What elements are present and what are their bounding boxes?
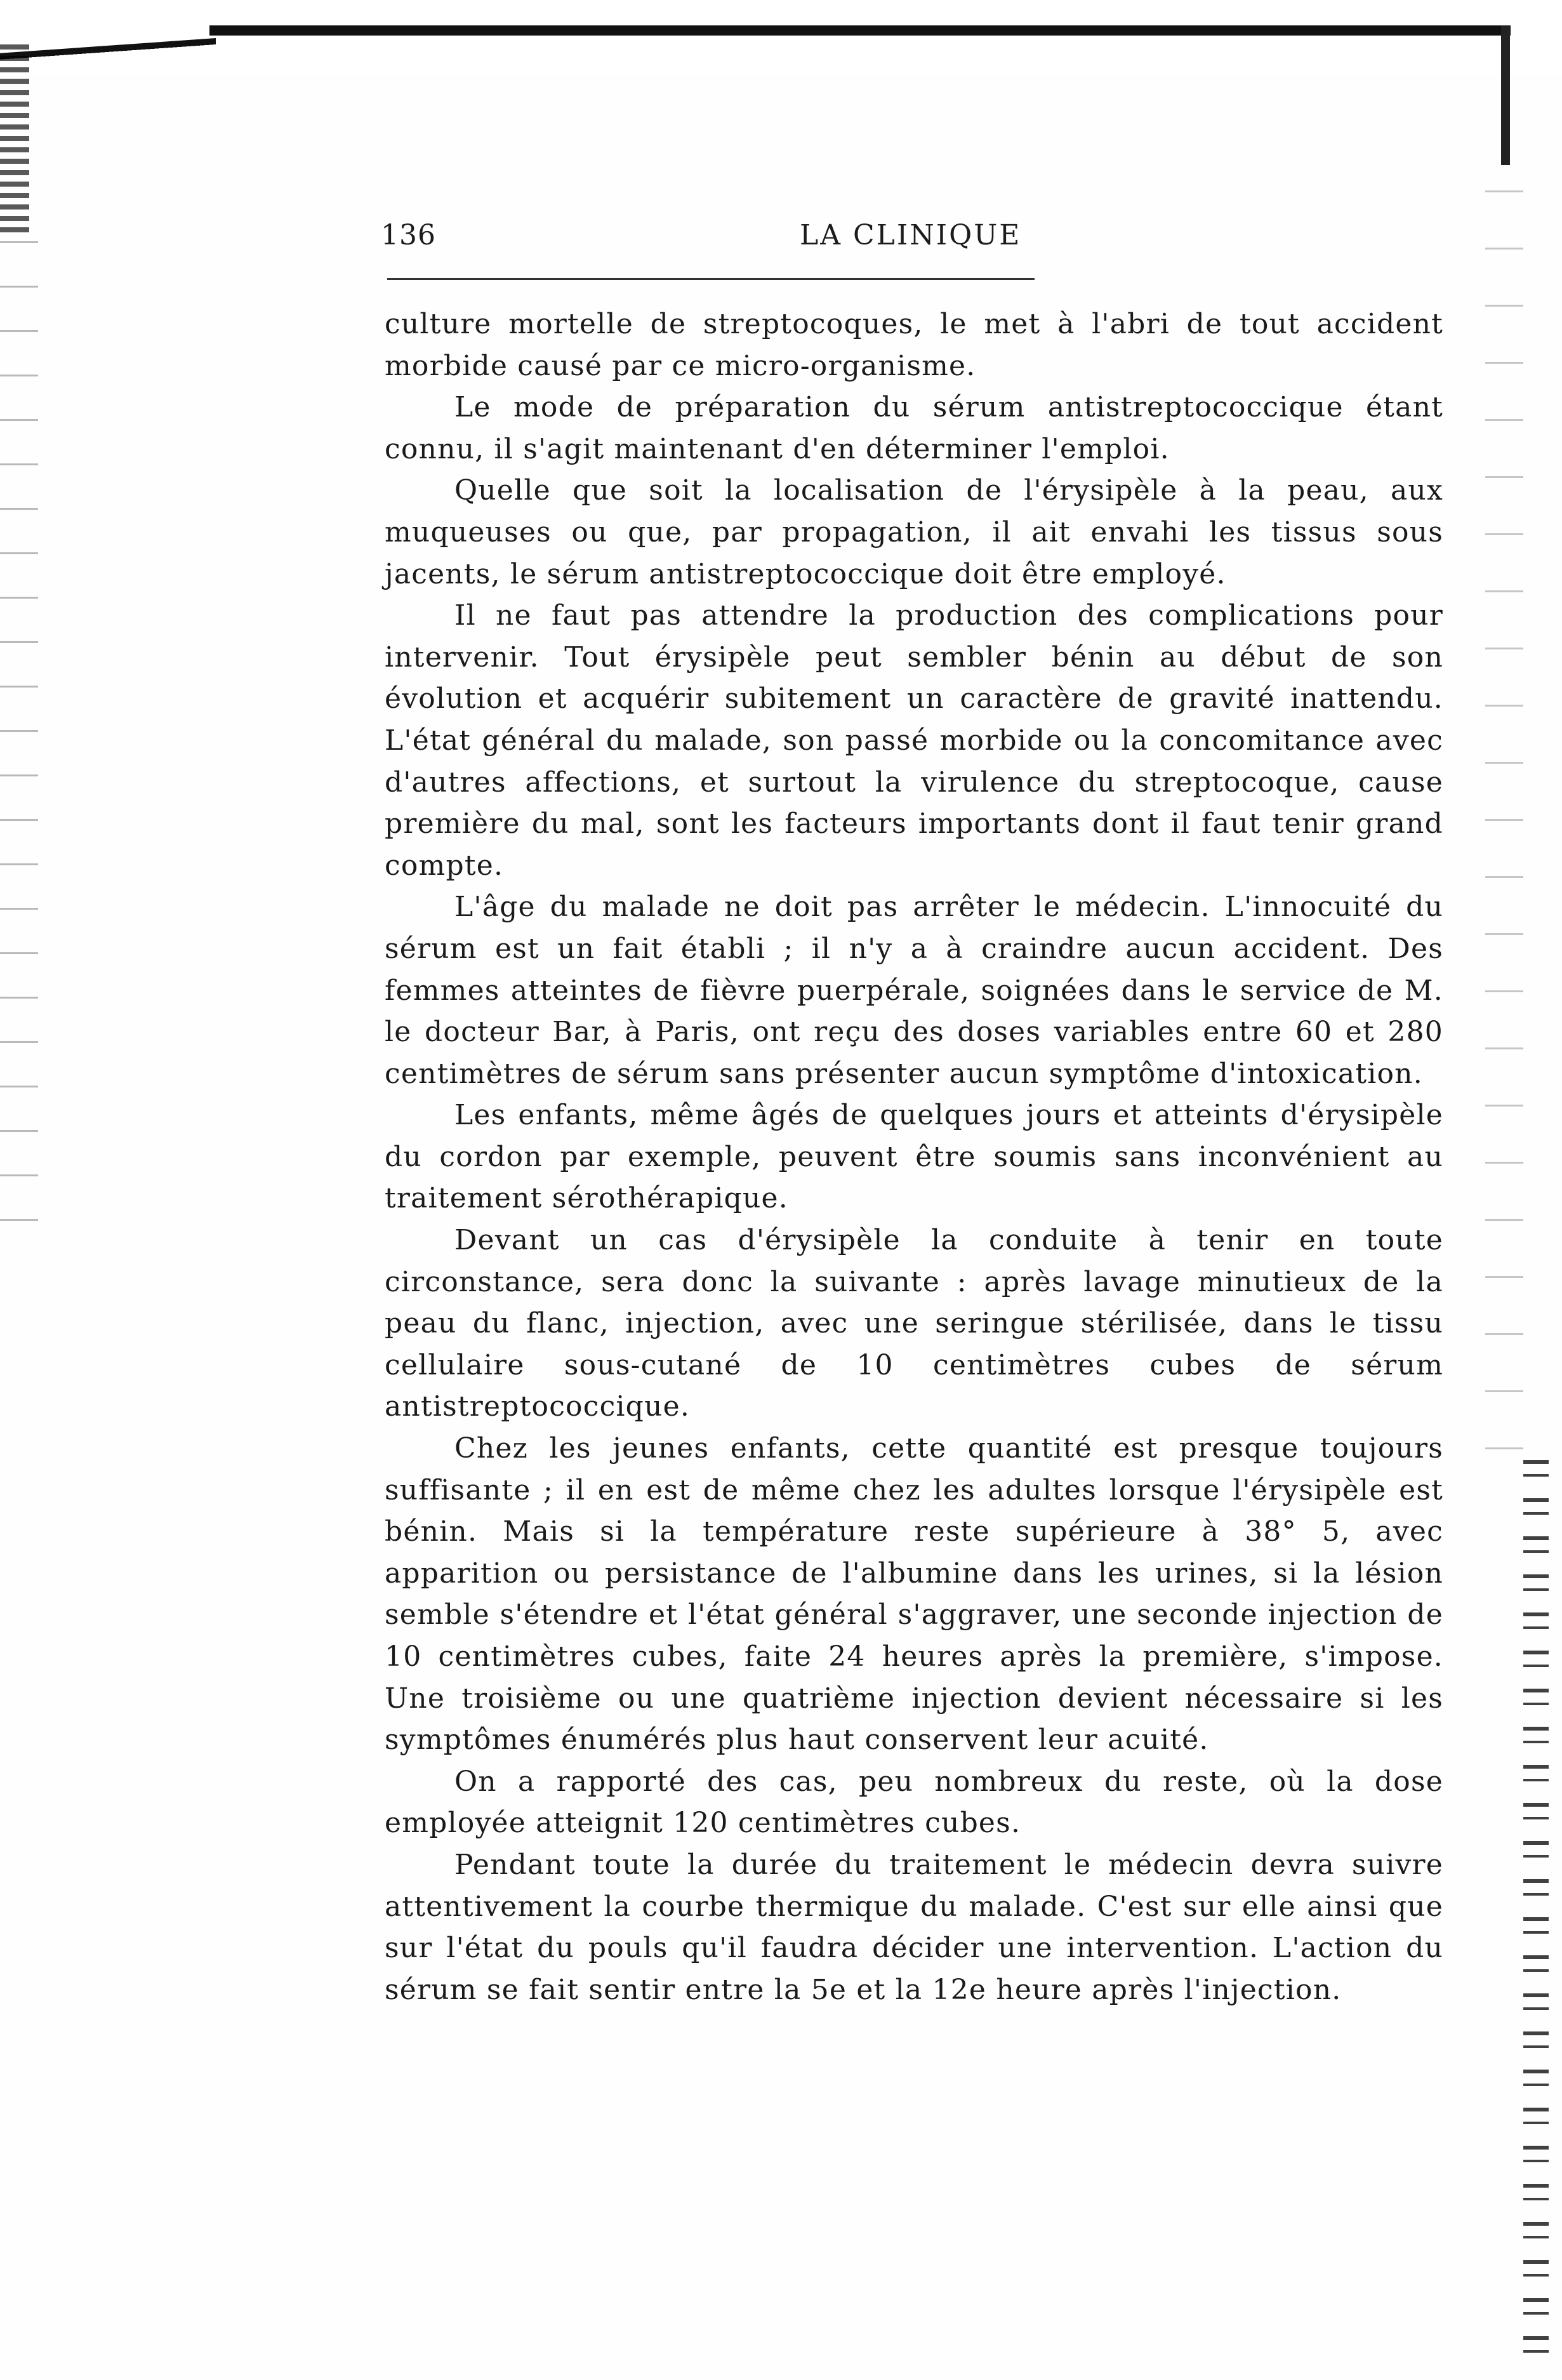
scan-noise-right <box>1523 1460 1549 2374</box>
paragraph: On a rapporté des cas, peu nombreux du reste, où la dose employée atteignit 120 centimètres cubes. <box>385 1765 1443 1840</box>
paragraph-continuation: culture mortelle de streptocoques, le met à l'abri de tout accident morbide causé par ce micro-organisme. <box>385 308 1443 382</box>
paragraph: Le mode de préparation du sérum antistreptococcique étant connu, il s'agit maintenant d'en déterminer l'emploi. <box>385 391 1443 465</box>
header-rule <box>387 278 1035 280</box>
scan-shadow-right <box>1501 25 1510 165</box>
paragraph: Chez les jeunes enfants, cette quantité est presque toujours suffisante ; il en est de même chez les adultes lorsque l'érysipèle est bénin. Mais si la température reste supérieure à 38° 5, avec apparition ou persistance de l'albumine dans les urines, si la lésion semble s'étendre et l'état général s'aggraver, une seconde injection de 10 centimètres cubes, faite 24 heures après la première, s'impose. Une troisième ou une quatrième injection devient nécessaire si les symptômes énumérés plus haut conservent leur acuité. <box>385 1432 1443 1757</box>
scan-border-top <box>0 0 1562 75</box>
scan-dark-edge <box>209 25 1511 36</box>
page-header <box>381 219 1434 263</box>
paragraph: Les enfants, même âgés de quelques jours et atteints d'érysipèle du cordon par exemple, peuvent être soumis sans inconvénient au traitement sérothérapique. <box>385 1099 1443 1215</box>
paragraph: Il ne faut pas attendre la production des complications pour intervenir. Tout érysipèle peut sembler bénin au début de son évolution et acquérir subitement un caractère de gravité inattendu. L'état général du malade, son passé morbide ou la concomitance avec d'autres affections, et surtout la virulence du streptocoque, cause première du mal, sont les facteurs importants dont il faut tenir grand compte. <box>385 599 1443 882</box>
paragraph: L'âge du malade ne doit pas arrêter le médecin. L'innocuité du sérum est un fait établi ; il n'y a à craindre aucun accident. Des femmes atteintes de fièvre puerpérale, soignées dans le service de M. le docteur Bar, à Paris, ont reçu des doses variables entre 60 et 280 centimètres de sérum sans présenter aucun symptôme d'intoxication. <box>385 891 1443 1090</box>
paragraph: Devant un cas d'érysipèle la conduite à tenir en toute circonstance, sera donc la suivante : après lavage minutieux de la peau du flanc, injection, avec une seringue stérilisée, dans le tissu cellulaire sous-cutané de 10 centimètres cubes de sérum antistreptococcique. <box>385 1224 1443 1423</box>
margin-specks-right <box>1485 190 1523 1460</box>
running-title: LA CLINIQUE <box>800 219 1022 251</box>
paragraph: Quelle que soit la localisation de l'érysipèle à la peau, aux muqueuses ou que, par propagation, il ait envahi les tissus sous jacents, le sérum antistreptococcique doit être employé. <box>385 474 1443 590</box>
scan-noise-left <box>0 44 29 235</box>
page-number: 136 <box>381 219 436 251</box>
paragraph: Pendant toute la durée du traitement le médecin devra suivre attentivement la courbe thermique du malade. C'est sur elle ainsi que sur l'état du pouls qu'il faudra décider une intervention. L'action du sérum se fait sentir entre la 5e et la 12e heure après l'injection. <box>385 1848 1443 2006</box>
margin-specks-left <box>0 241 38 1257</box>
body-text <box>385 303 1443 2011</box>
